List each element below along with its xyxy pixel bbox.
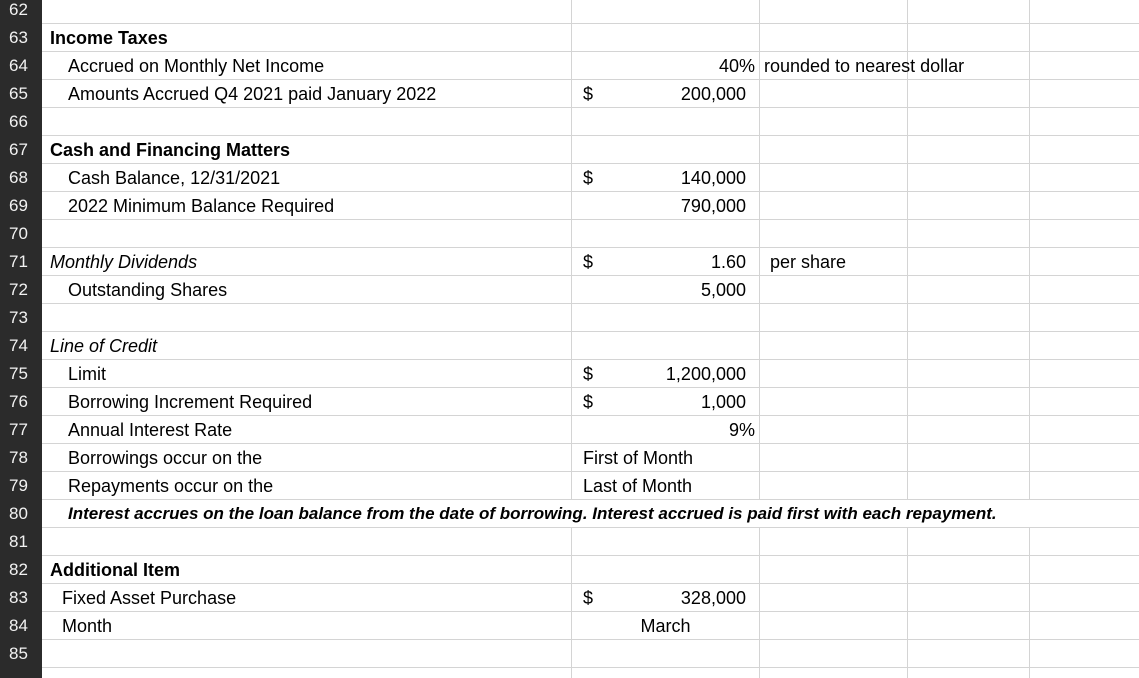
table-row xyxy=(0,556,1139,584)
row-number[interactable]: 64 xyxy=(9,56,28,75)
table-row xyxy=(0,528,1139,556)
value-cell[interactable]: 1.60 xyxy=(710,252,746,272)
text-value-cell[interactable]: First of Month xyxy=(583,448,694,468)
table-row xyxy=(0,388,1139,416)
row-number[interactable]: 73 xyxy=(9,308,28,327)
label-cell[interactable]: Month xyxy=(62,616,113,636)
value-cell[interactable]: 140,000 xyxy=(680,168,746,188)
label-cell[interactable]: Fixed Asset Purchase xyxy=(62,588,237,608)
row-number[interactable]: 82 xyxy=(9,560,28,579)
label-cell[interactable]: Outstanding Shares xyxy=(68,280,228,300)
label-cell[interactable]: Limit xyxy=(68,364,107,384)
table-row xyxy=(0,444,1139,472)
row-number[interactable]: 83 xyxy=(9,588,28,607)
row-number[interactable]: 80 xyxy=(9,504,28,523)
table-row xyxy=(0,276,1139,304)
row-number[interactable]: 85 xyxy=(9,644,28,663)
currency-symbol: $ xyxy=(583,252,594,272)
row-number[interactable]: 74 xyxy=(9,336,28,355)
value-cell[interactable]: 328,000 xyxy=(680,588,746,608)
table-row xyxy=(0,52,1139,80)
label-cell[interactable]: 2022 Minimum Balance Required xyxy=(68,196,335,216)
text-value-cell[interactable]: March xyxy=(640,616,691,636)
value-cell[interactable]: 9% xyxy=(728,420,755,440)
label-cell[interactable]: Borrowing Increment Required xyxy=(68,392,313,412)
table-row xyxy=(0,332,1139,360)
table-row xyxy=(0,360,1139,388)
row-number[interactable]: 76 xyxy=(9,392,28,411)
table-row xyxy=(0,416,1139,444)
label-cell[interactable]: Line of Credit xyxy=(50,336,158,356)
row-number[interactable]: 63 xyxy=(9,28,28,47)
note-cell[interactable]: per share xyxy=(770,252,847,272)
text-value-cell[interactable]: Last of Month xyxy=(583,476,693,496)
row-number[interactable]: 79 xyxy=(9,476,28,495)
row-number[interactable]: 77 xyxy=(9,420,28,439)
row-number[interactable]: 66 xyxy=(9,112,28,131)
section-heading-income-taxes[interactable]: Income Taxes xyxy=(50,28,168,48)
row-number[interactable]: 75 xyxy=(9,364,28,383)
row-number[interactable]: 71 xyxy=(9,252,28,271)
label-cell[interactable]: Borrowings occur on the xyxy=(68,448,263,468)
currency-symbol: $ xyxy=(583,364,594,384)
row-number[interactable]: 69 xyxy=(9,196,28,215)
table-row xyxy=(0,136,1139,164)
table-row xyxy=(0,640,1139,668)
value-cell[interactable]: 5,000 xyxy=(700,280,746,300)
label-cell[interactable]: Cash Balance, 12/31/2021 xyxy=(68,168,281,188)
value-cell[interactable]: 200,000 xyxy=(680,84,746,104)
label-cell[interactable]: Accrued on Monthly Net Income xyxy=(68,56,325,76)
table-row xyxy=(0,192,1139,220)
value-cell[interactable]: 790,000 xyxy=(680,196,746,216)
table-row xyxy=(0,248,1139,276)
row-number[interactable]: 68 xyxy=(9,168,28,187)
row-number[interactable]: 72 xyxy=(9,280,28,299)
currency-symbol: $ xyxy=(583,392,594,412)
value-cell[interactable]: 1,000 xyxy=(700,392,746,412)
table-row xyxy=(0,304,1139,332)
note-cell[interactable]: rounded to nearest dollar xyxy=(764,56,965,76)
value-cell[interactable]: 1,200,000 xyxy=(665,364,746,384)
table-row xyxy=(0,164,1139,192)
table-row xyxy=(0,220,1139,248)
section-heading-additional-item[interactable]: Additional Item xyxy=(50,560,180,580)
row-number[interactable]: 78 xyxy=(9,448,28,467)
table-row xyxy=(0,584,1139,612)
label-cell[interactable]: Monthly Dividends xyxy=(50,252,198,272)
currency-symbol: $ xyxy=(583,168,594,188)
currency-symbol: $ xyxy=(583,84,594,104)
section-heading-cash-financing[interactable]: Cash and Financing Matters xyxy=(50,140,291,160)
label-cell[interactable]: Amounts Accrued Q4 2021 paid January 2022 xyxy=(68,84,437,104)
table-row xyxy=(0,0,1139,24)
row-number[interactable]: 62 xyxy=(9,0,28,19)
value-cell[interactable]: 40% xyxy=(718,56,755,76)
table-row xyxy=(0,612,1139,640)
row-number[interactable]: 70 xyxy=(9,224,28,243)
table-row xyxy=(0,500,1139,528)
table-row xyxy=(0,472,1139,500)
table-row xyxy=(0,24,1139,52)
currency-symbol: $ xyxy=(583,588,594,608)
row-number[interactable]: 81 xyxy=(9,532,28,551)
label-cell[interactable]: Repayments occur on the xyxy=(68,476,274,496)
table-row xyxy=(0,108,1139,136)
interest-note-cell[interactable]: Interest accrues on the loan balance from the date of borrowing. Interest accrued is paid first with each repayment. xyxy=(68,504,997,523)
row-number[interactable]: 84 xyxy=(9,616,28,635)
row-number[interactable]: 67 xyxy=(9,140,28,159)
row-number[interactable]: 65 xyxy=(9,84,28,103)
label-cell[interactable]: Annual Interest Rate xyxy=(68,420,233,440)
table-row xyxy=(0,80,1139,108)
